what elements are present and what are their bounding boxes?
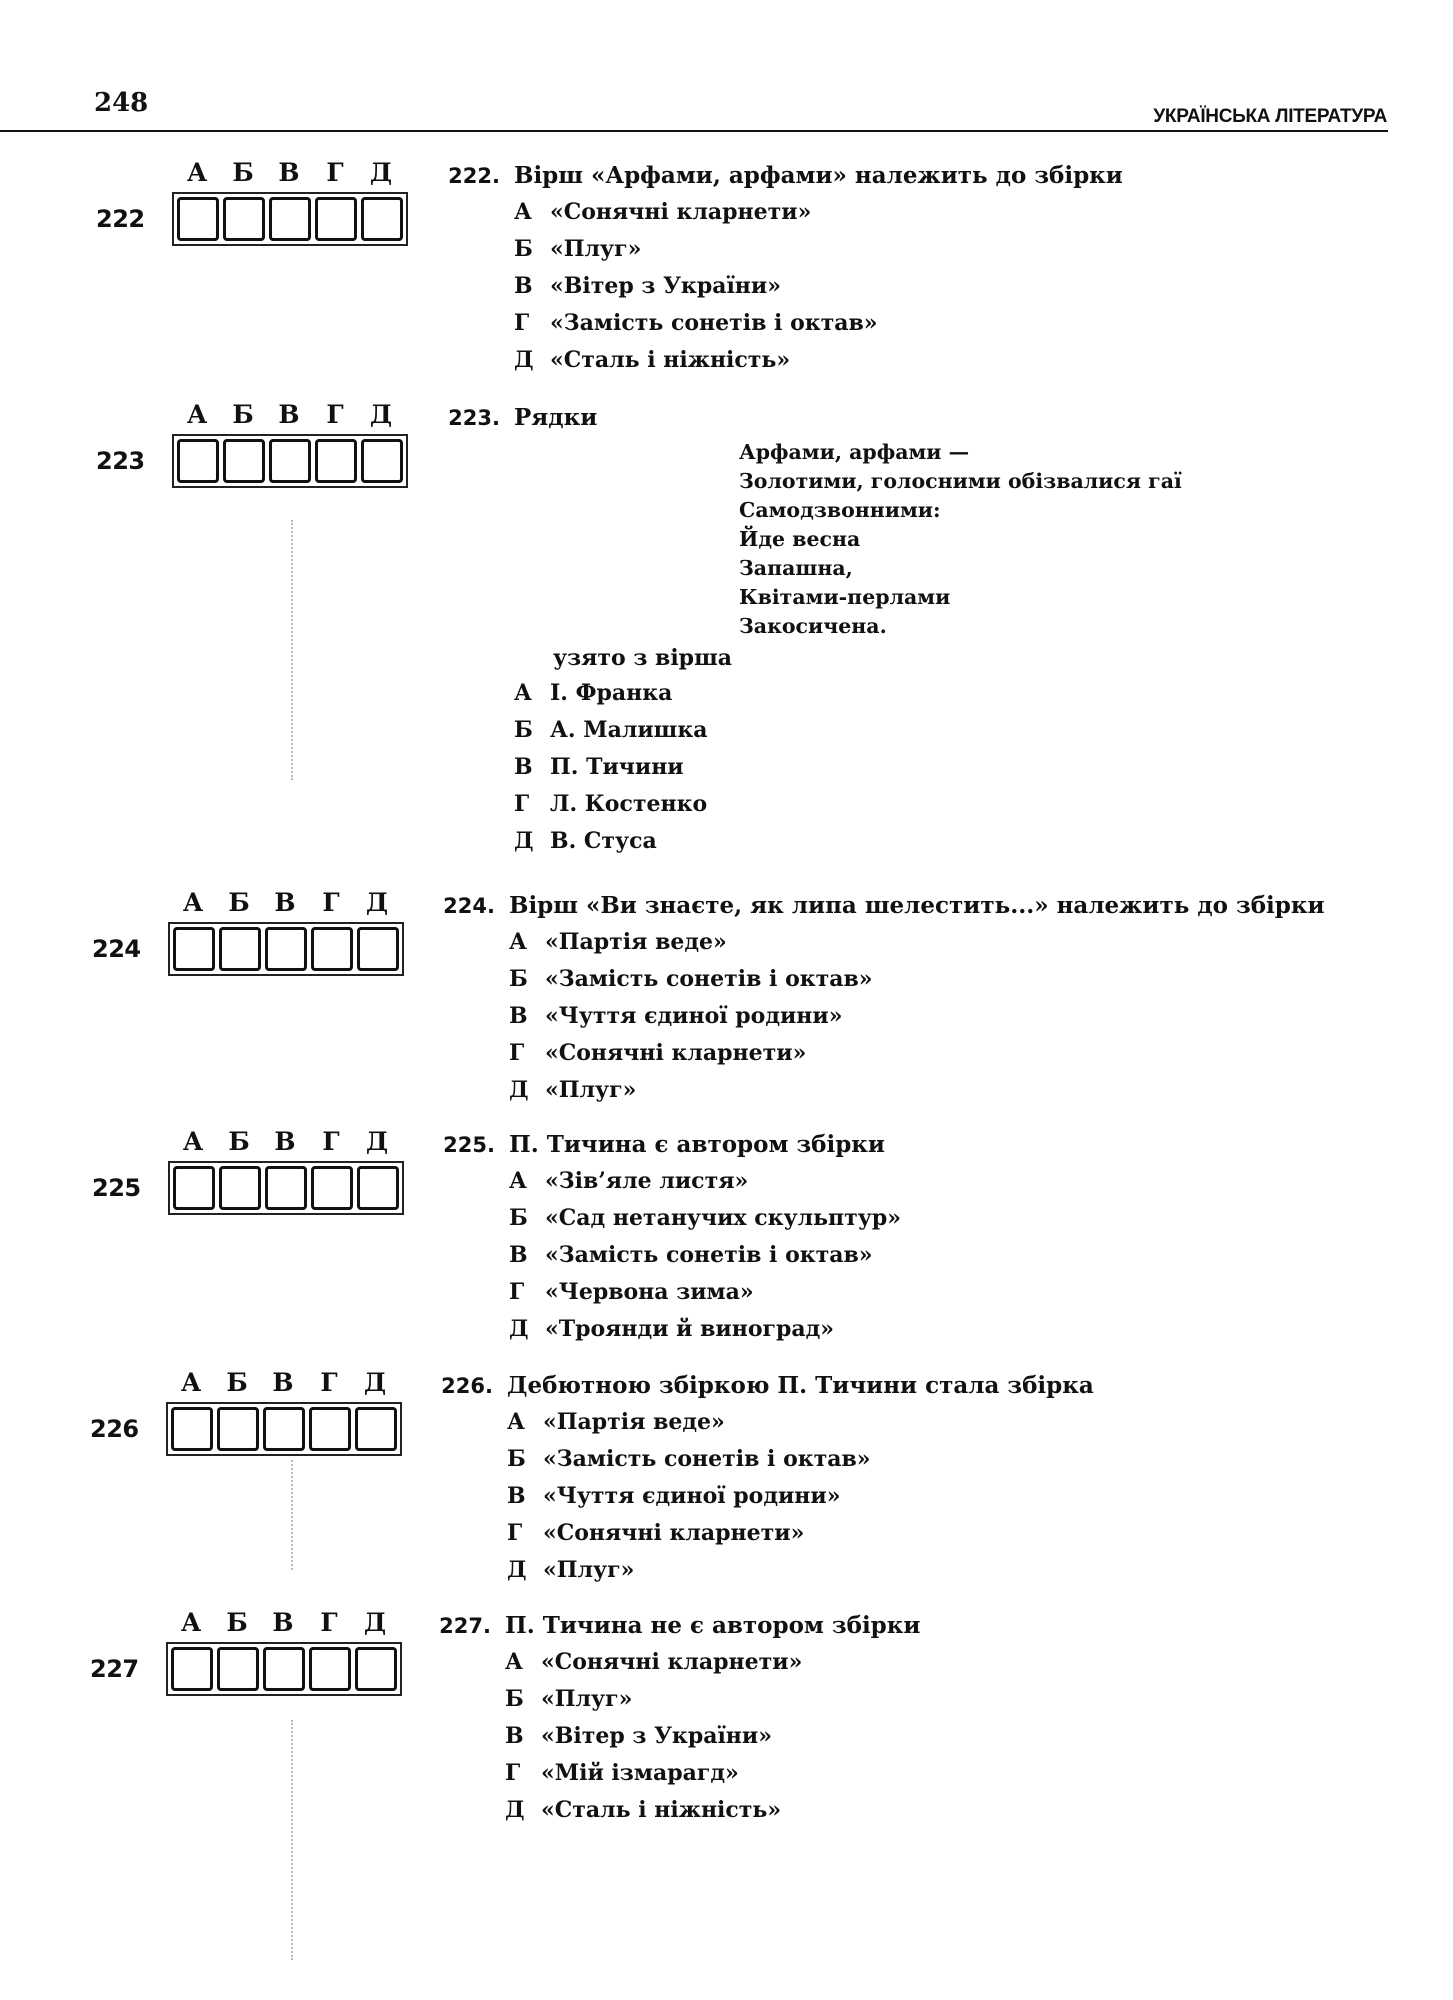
answer-cell-b[interactable]	[217, 1407, 259, 1451]
option-text: І. Франка	[550, 680, 673, 706]
answer-letter: Д	[365, 1127, 389, 1156]
option	[507, 1552, 1413, 1589]
answer-cell-v[interactable]	[265, 1166, 307, 1210]
answer-letter: Г	[326, 400, 344, 429]
option	[505, 1755, 1413, 1792]
option	[514, 749, 1413, 786]
answer-cell-d[interactable]	[361, 439, 403, 483]
option-letter: Г	[509, 1040, 525, 1066]
answer-letter: Д	[369, 400, 393, 429]
answer-letter: В	[274, 1127, 296, 1156]
answer-letter: В	[278, 400, 300, 429]
option-letter: А	[509, 929, 527, 955]
option-text: «Замість сонетів і октав»	[545, 966, 873, 992]
option-letter: А	[507, 1409, 525, 1435]
answer-cell-b[interactable]	[223, 439, 265, 483]
option-text: «Замість сонетів і октав»	[550, 310, 878, 336]
option	[509, 924, 1413, 961]
question-text: Вірш «Арфами, арфами» належить до збірки	[514, 162, 1123, 189]
option	[509, 961, 1413, 998]
option-text: «Замість сонетів і октав»	[543, 1446, 871, 1472]
answer-cell-b[interactable]	[219, 927, 261, 971]
answer-letter: В	[278, 158, 300, 187]
option-text: «Сад нетанучих скульптур»	[545, 1205, 901, 1231]
question-text: П. Тичина не є автором збірки	[505, 1612, 921, 1639]
option	[514, 342, 1413, 379]
option-text: «Мій ізмарагд»	[541, 1760, 739, 1786]
option-letter: Б	[509, 1205, 528, 1231]
option-text: «Чуття єдиної родини»	[545, 1003, 843, 1029]
option-letter: Г	[507, 1520, 523, 1546]
question-number: 223.	[448, 406, 500, 430]
margin-guide	[291, 1460, 293, 1570]
option-text: «Плуг»	[541, 1686, 633, 1712]
answer-letter: А	[186, 400, 208, 429]
option	[509, 1200, 1413, 1237]
answer-letters	[174, 400, 404, 429]
answer-cell-v[interactable]	[269, 439, 311, 483]
option-text: П. Тичини	[550, 754, 684, 780]
option	[509, 1237, 1413, 1274]
option	[514, 305, 1413, 342]
option-letter: Б	[509, 966, 528, 992]
option-letter: В	[514, 273, 533, 299]
option	[507, 1404, 1413, 1441]
answer-cell-v[interactable]	[265, 927, 307, 971]
question-number: 227.	[439, 1614, 491, 1638]
option-text: «Чуття єдиної родини»	[543, 1483, 841, 1509]
answer-grid	[96, 158, 426, 268]
answer-cell-v[interactable]	[263, 1647, 305, 1691]
poem-line: Закосичена.	[739, 614, 887, 638]
option	[509, 998, 1413, 1035]
option	[514, 194, 1413, 231]
option	[514, 231, 1413, 268]
question-text: Рядки	[514, 404, 598, 431]
option-letter: Г	[505, 1760, 521, 1786]
poem-line: Самодзвонними:	[739, 498, 941, 522]
answer-cell-a[interactable]	[177, 439, 219, 483]
margin-guide	[291, 520, 293, 780]
answer-letter: Г	[320, 1368, 338, 1397]
option-letter: Б	[507, 1446, 526, 1472]
option-letter: А	[509, 1168, 527, 1194]
option-letter: А	[514, 680, 532, 706]
option-letter: А	[514, 199, 532, 225]
answer-letters	[170, 1127, 400, 1156]
answer-cell-g[interactable]	[311, 1166, 353, 1210]
header-rule	[0, 130, 1388, 132]
option-letter: Г	[514, 791, 530, 817]
option-text: «Вітер з України»	[541, 1723, 772, 1749]
option-letter: Д	[509, 1316, 529, 1342]
answer-cell-g[interactable]	[311, 927, 353, 971]
answer-letters	[168, 1368, 398, 1397]
option-letter: А	[505, 1649, 523, 1675]
option	[505, 1681, 1413, 1718]
answer-letter: В	[274, 888, 296, 917]
answer-box-number: 227	[90, 1655, 139, 1683]
poem-line: Золотими, голосними обізвалися гаї	[739, 469, 1182, 493]
answer-letter: А	[180, 1368, 202, 1397]
option-letter: В	[509, 1003, 528, 1029]
option-letter: Б	[514, 236, 533, 262]
question-number: 224.	[443, 894, 495, 918]
answer-letter: А	[186, 158, 208, 187]
question-number: 226.	[441, 1374, 493, 1398]
answer-grid	[92, 1127, 422, 1237]
answer-grid	[96, 400, 426, 510]
poem-line: Запашна,	[739, 556, 853, 580]
option-text: «Плуг»	[550, 236, 642, 262]
answer-cell-b[interactable]	[219, 1166, 261, 1210]
answer-box-number: 225	[92, 1174, 141, 1202]
question-text: П. Тичина є автором збірки	[509, 1131, 885, 1158]
answer-cell-b[interactable]	[223, 197, 265, 241]
answer-letter: Г	[326, 158, 344, 187]
option-text: «Сонячні кларнети»	[541, 1649, 803, 1675]
answer-letter: А	[182, 888, 204, 917]
answer-cell-a[interactable]	[177, 197, 219, 241]
answer-cell-a[interactable]	[173, 927, 215, 971]
option	[509, 1072, 1413, 1109]
answer-cell-d[interactable]	[355, 1647, 397, 1691]
answer-cell-g[interactable]	[309, 1407, 351, 1451]
option	[505, 1718, 1413, 1755]
answer-cell-d[interactable]	[361, 197, 403, 241]
answer-letter: Б	[226, 1608, 248, 1637]
option-letter: Д	[505, 1797, 525, 1823]
answer-letter: Д	[363, 1608, 387, 1637]
answer-letters	[174, 158, 404, 187]
answer-letters	[170, 888, 400, 917]
answer-letter: Г	[322, 1127, 340, 1156]
option	[514, 823, 1413, 860]
option	[509, 1035, 1413, 1072]
option-text: Л. Костенко	[550, 791, 708, 817]
option-letter: Д	[507, 1557, 527, 1583]
answer-letter: Г	[320, 1608, 338, 1637]
answer-cell-g[interactable]	[309, 1647, 351, 1691]
option	[509, 1274, 1413, 1311]
option-text: А. Малишка	[550, 717, 708, 743]
option-text: «Сталь і ніжність»	[550, 347, 791, 373]
option	[509, 1163, 1413, 1200]
option	[507, 1478, 1413, 1515]
answer-letter: Д	[369, 158, 393, 187]
option-letter: Г	[514, 310, 530, 336]
option	[505, 1792, 1413, 1829]
option-text: «Сонячні кларнети»	[543, 1520, 805, 1546]
answer-cell-a[interactable]	[173, 1166, 215, 1210]
option	[509, 1311, 1413, 1348]
question-text: Вірш «Ви знаєте, як липа шелестить...» належить до збірки	[509, 892, 1325, 919]
answer-letter: Д	[363, 1368, 387, 1397]
answer-box-number: 223	[96, 447, 145, 475]
poem-line: Йде весна	[739, 527, 861, 551]
answer-box-number: 226	[90, 1415, 139, 1443]
answer-letter: В	[272, 1368, 294, 1397]
option	[505, 1644, 1413, 1681]
option-text: «Партія веде»	[543, 1409, 725, 1435]
option-letter: Б	[505, 1686, 524, 1712]
subject-title: УКРАЇНСЬКА ЛІТЕРАТУРА	[1153, 106, 1387, 127]
option-text: «Партія веде»	[545, 929, 727, 955]
option	[514, 675, 1413, 712]
answer-letter: Б	[228, 888, 250, 917]
question-number: 225.	[443, 1133, 495, 1157]
poem-line: Квітами-перлами	[739, 585, 951, 609]
option-text: «Сонячні кларнети»	[545, 1040, 807, 1066]
option-letter: Г	[509, 1279, 525, 1305]
option	[514, 268, 1413, 305]
option-letter: В	[514, 754, 533, 780]
option-letter: В	[507, 1483, 526, 1509]
option-text: «Сталь і ніжність»	[541, 1797, 782, 1823]
option-letter: Д	[514, 828, 534, 854]
poem-line: Арфами, арфами —	[739, 440, 970, 464]
option	[507, 1515, 1413, 1552]
answer-letters	[168, 1608, 398, 1637]
answer-grid	[90, 1608, 420, 1718]
option-text: В. Стуса	[550, 828, 657, 854]
question-text: Дебютною збіркою П. Тичини стала збірка	[507, 1372, 1094, 1399]
option-text: «Червона зима»	[545, 1279, 754, 1305]
answer-cell-g[interactable]	[315, 197, 357, 241]
answer-cell-a[interactable]	[171, 1647, 213, 1691]
answer-cell-d[interactable]	[355, 1407, 397, 1451]
answer-cell-a[interactable]	[171, 1407, 213, 1451]
answer-letter: Б	[232, 158, 254, 187]
option-text: «Сонячні кларнети»	[550, 199, 812, 225]
answer-grid	[90, 1368, 420, 1478]
option-text: «Зів’яле листя»	[545, 1168, 749, 1194]
answer-cell-v[interactable]	[269, 197, 311, 241]
question-number: 222.	[448, 164, 500, 188]
option-letter: В	[509, 1242, 528, 1268]
answer-box-number: 224	[92, 935, 141, 963]
option	[514, 786, 1413, 823]
answer-box-number: 222	[96, 205, 145, 233]
answer-letter: А	[180, 1608, 202, 1637]
answer-cell-g[interactable]	[315, 439, 357, 483]
question-continuation: узято з вірша	[553, 645, 732, 671]
answer-letter: Б	[226, 1368, 248, 1397]
answer-cell-d[interactable]	[357, 1166, 399, 1210]
page-number: 248	[94, 88, 149, 118]
option	[514, 712, 1413, 749]
option-letter: Д	[514, 347, 534, 373]
option	[507, 1441, 1413, 1478]
option-text: «Троянди й виноград»	[545, 1316, 835, 1342]
option-text: «Плуг»	[543, 1557, 635, 1583]
margin-guide	[291, 1720, 293, 1960]
answer-cell-v[interactable]	[263, 1407, 305, 1451]
answer-letter: А	[182, 1127, 204, 1156]
option-text: «Вітер з України»	[550, 273, 781, 299]
answer-letter: Д	[365, 888, 389, 917]
answer-letter: Г	[322, 888, 340, 917]
answer-letter: В	[272, 1608, 294, 1637]
poem-excerpt	[739, 438, 1413, 641]
option-letter: В	[505, 1723, 524, 1749]
answer-grid	[92, 888, 422, 998]
answer-letter: Б	[232, 400, 254, 429]
option-text: «Замість сонетів і октав»	[545, 1242, 873, 1268]
answer-cell-b[interactable]	[217, 1647, 259, 1691]
option-letter: Д	[509, 1077, 529, 1103]
answer-cell-d[interactable]	[357, 927, 399, 971]
answer-letter: Б	[228, 1127, 250, 1156]
option-text: «Плуг»	[545, 1077, 637, 1103]
option-letter: Б	[514, 717, 533, 743]
